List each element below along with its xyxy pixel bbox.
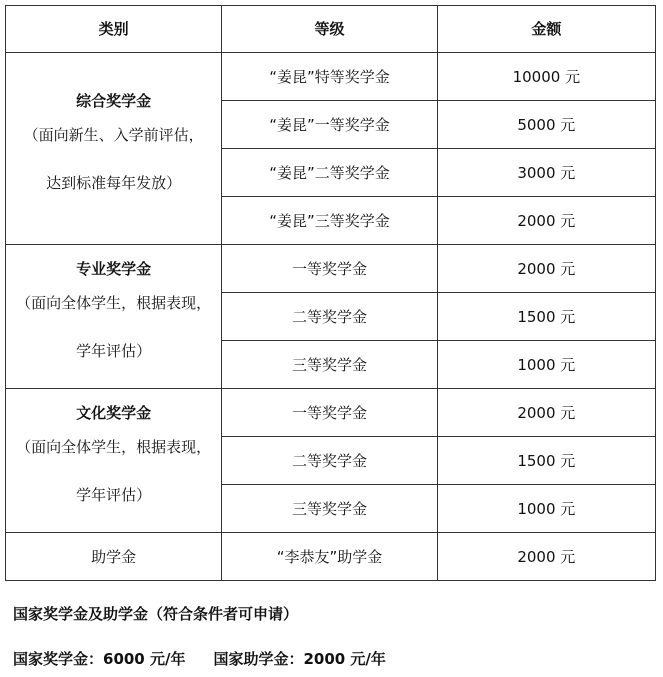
category-note-line2: 学年评估） xyxy=(76,485,152,504)
category-note-line2: 学年评估） xyxy=(76,341,152,360)
table-row xyxy=(6,245,656,293)
amount-cell: 5000 元 xyxy=(437,101,655,149)
grade-cell: “姜昆”三等奖学金 xyxy=(222,197,437,245)
grade-cell: “李恭友”助学金 xyxy=(222,533,437,581)
category-title: 综合奖学金 xyxy=(76,91,152,110)
amount-cell: 10000 元 xyxy=(437,53,655,101)
amount-cell: 2000 元 xyxy=(437,197,655,245)
amount-cell: 1500 元 xyxy=(437,293,655,341)
header-grade: 等级 xyxy=(222,6,437,53)
amount-cell: 2000 元 xyxy=(437,389,655,437)
national-scholarship-amount: 国家奖学金：6000 元/年 xyxy=(13,650,186,668)
category-note-line1: （面向全体学生，根据表现， xyxy=(16,293,212,312)
category-title: 文化奖学金 xyxy=(76,403,152,422)
grade-cell: 一等奖学金 xyxy=(222,389,437,437)
category-cell-grant: 助学金 xyxy=(6,533,222,581)
category-title: 专业奖学金 xyxy=(76,259,152,278)
grade-cell: “姜昆”一等奖学金 xyxy=(222,101,437,149)
header-category: 类别 xyxy=(6,6,222,53)
national-grant-amount: 国家助学金：2000 元/年 xyxy=(213,650,386,668)
grade-cell: “姜昆”二等奖学金 xyxy=(222,149,437,197)
national-aid-heading: 国家奖学金及助学金（符合条件者可申请） xyxy=(13,605,299,623)
amount-cell: 1000 元 xyxy=(437,341,655,389)
category-cell-culture xyxy=(6,389,222,533)
category-note-line1: （面向新生、入学前评估， xyxy=(23,125,204,144)
table-row xyxy=(6,53,656,101)
grade-cell: 二等奖学金 xyxy=(222,437,437,485)
grade-cell: 三等奖学金 xyxy=(222,485,437,533)
category-note-line1: （面向全体学生，根据表现， xyxy=(16,437,212,456)
category-cell-comprehensive xyxy=(6,53,222,245)
table-row xyxy=(6,389,656,437)
table-row xyxy=(6,533,656,581)
category-cell-major xyxy=(6,245,222,389)
grade-cell: 二等奖学金 xyxy=(222,293,437,341)
amount-cell: 2000 元 xyxy=(437,245,655,293)
category-note-line2: 达到标准每年发放） xyxy=(46,173,182,192)
grade-cell: 一等奖学金 xyxy=(222,245,437,293)
grade-cell: 三等奖学金 xyxy=(222,341,437,389)
amount-cell: 3000 元 xyxy=(437,149,655,197)
amount-cell: 1000 元 xyxy=(437,485,655,533)
grade-cell: “姜昆”特等奖学金 xyxy=(222,53,437,101)
header-amount: 金额 xyxy=(437,6,655,53)
amount-cell: 2000 元 xyxy=(437,533,655,581)
scholarship-table xyxy=(5,5,656,581)
amount-cell: 1500 元 xyxy=(437,437,655,485)
table-header-row xyxy=(6,6,656,53)
national-aid-amounts xyxy=(13,648,414,669)
